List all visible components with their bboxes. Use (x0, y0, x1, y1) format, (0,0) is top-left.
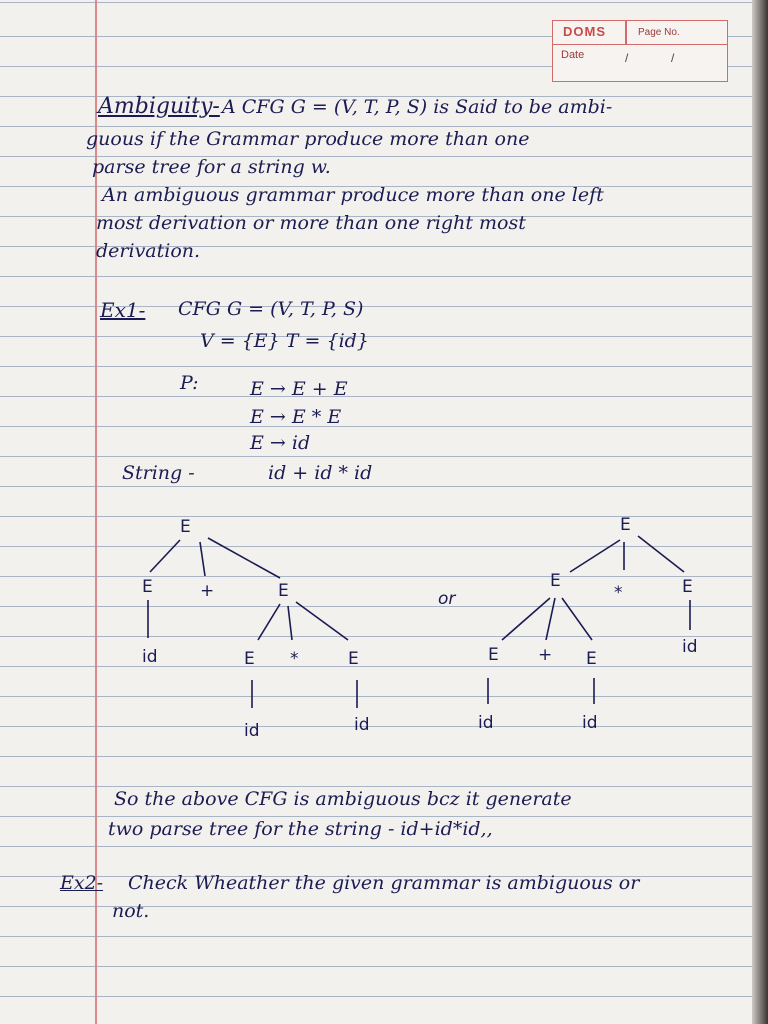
tree-node: id (682, 637, 698, 657)
tree-node: E (550, 571, 561, 591)
date-separator: / (671, 51, 675, 65)
tree-node: E (682, 577, 693, 597)
production-rule: E → id (250, 432, 311, 454)
tree-node: E (278, 581, 289, 601)
tree-node: * (290, 649, 299, 669)
definition-line: most derivation or more than one right most (96, 212, 526, 234)
date-separator: / (625, 51, 629, 65)
example1-cfg: CFG G = (V, T, P, S) (178, 298, 364, 320)
example2-label: Ex2- (60, 872, 104, 894)
tree-node: * (614, 583, 623, 603)
example1-sets: V = {E} T = {id} (200, 330, 369, 352)
conclusion-line: So the above CFG is ambiguous bcz it generate (114, 788, 572, 810)
page-edge (752, 0, 768, 1024)
definition-line: An ambiguous grammar produce more than one left (102, 184, 604, 206)
or-label: or (438, 589, 456, 609)
conclusion-line: two parse tree for the string - id+id*id,, (108, 818, 493, 840)
tree-node: E (244, 649, 255, 669)
tree-node: E (488, 645, 499, 665)
production-rule: E → E * E (250, 406, 342, 428)
definition-line: A CFG G = (V, T, P, S) is Said to be ambi- (222, 96, 613, 118)
string-label: String - (122, 462, 195, 484)
tree-node: + (538, 645, 553, 665)
production-rule: E → E + E (250, 378, 348, 400)
tree-node: id (244, 721, 260, 741)
definition-line: parse tree for a string w. (92, 156, 331, 178)
page-no-label: Page No. (638, 27, 680, 38)
tree-node: id (142, 647, 158, 667)
example1-label: Ex1- (100, 298, 146, 322)
left-parse-tree (148, 538, 357, 708)
tree-node: E (180, 517, 191, 537)
tree-node: id (582, 713, 598, 733)
tree-node: + (200, 581, 215, 601)
tree-node: E (620, 515, 631, 535)
right-parse-tree (488, 536, 690, 704)
tree-node: E (586, 649, 597, 669)
doms-logo: DOMS (563, 24, 606, 39)
date-label: Date (561, 49, 585, 61)
definition-line: guous if the Grammar produce more than one (86, 128, 530, 150)
tree-node: E (142, 577, 153, 597)
example2-line: Check Wheather the given grammar is ambiguous or (128, 872, 640, 894)
tree-node: E (348, 649, 359, 669)
tree-node: id (354, 715, 370, 735)
definition-heading: Ambiguity- (98, 94, 220, 119)
string-value: id + id * id (268, 462, 373, 484)
definition-line: derivation. (96, 240, 201, 262)
tree-node: id (478, 713, 494, 733)
productions-label: P: (180, 372, 199, 394)
example2-line: not. (112, 900, 150, 922)
